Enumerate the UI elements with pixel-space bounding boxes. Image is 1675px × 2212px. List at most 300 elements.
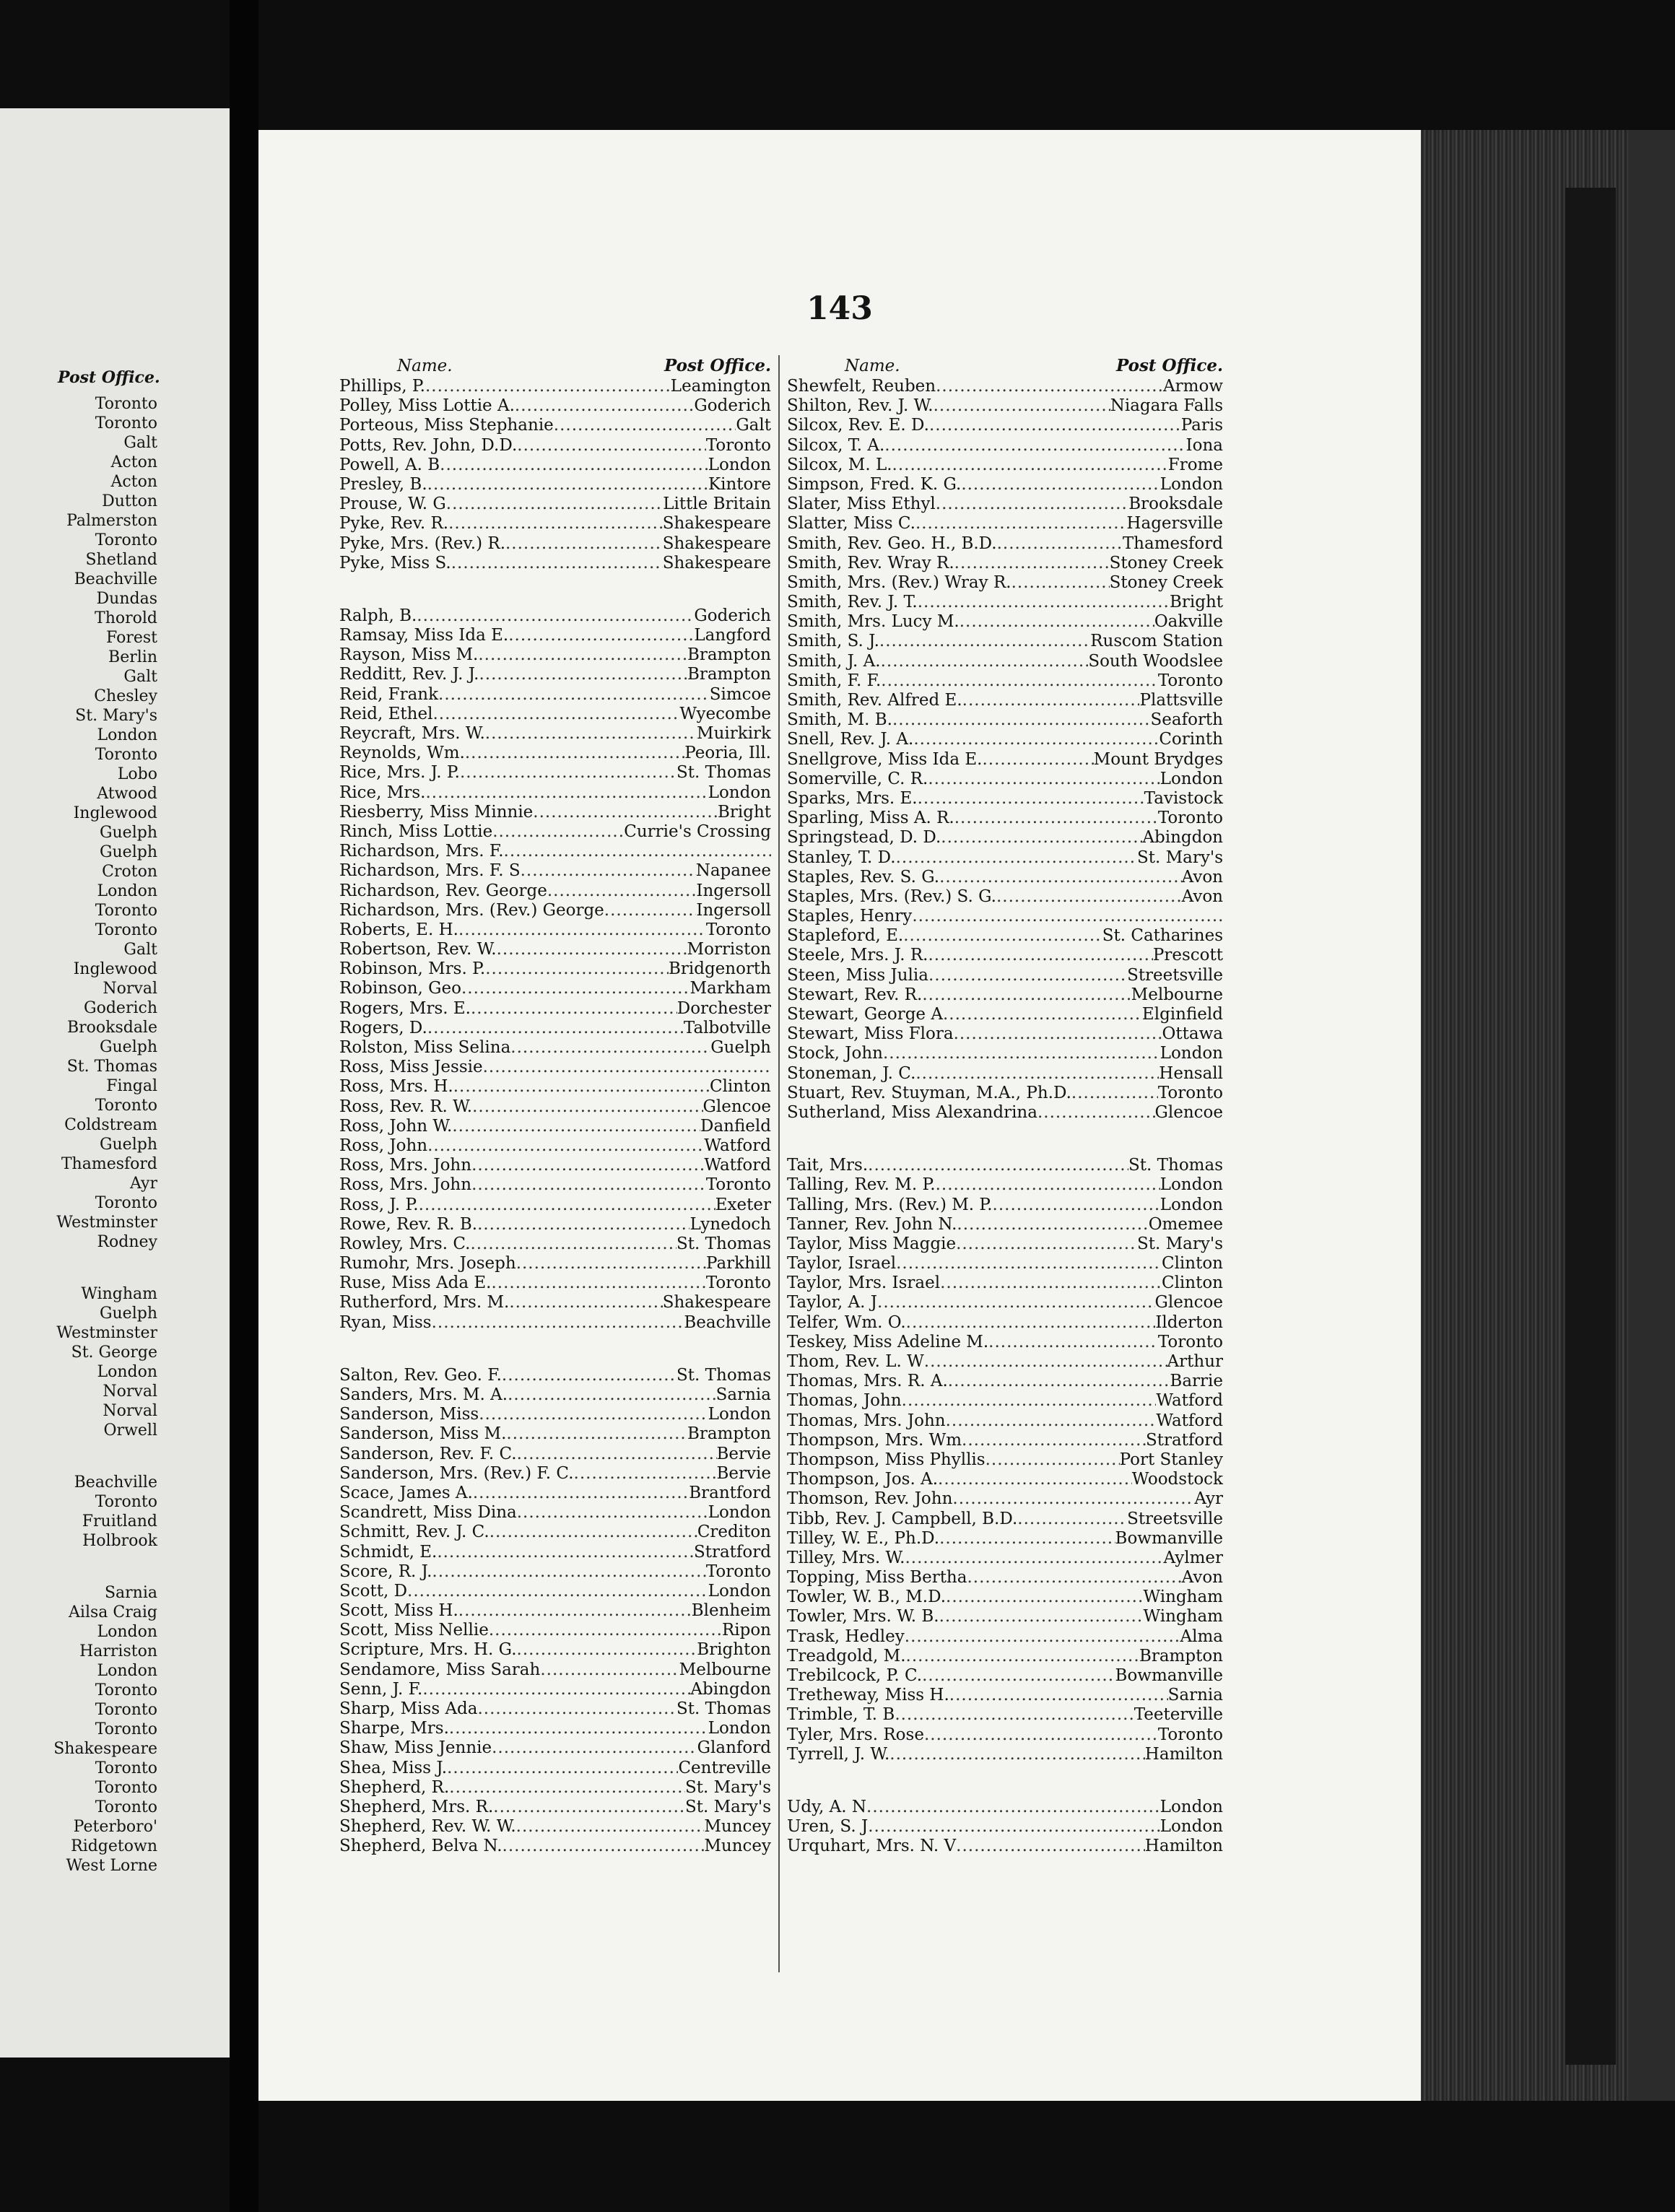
entry-name: Smith, Rev. Alfred E.: [787, 691, 962, 710]
entry-name: Sparks, Mrs. E.: [787, 788, 918, 808]
left-post-office: Orwell: [103, 1421, 157, 1440]
entry-post-office: Abingdon: [690, 1679, 771, 1699]
leader-dots: [884, 436, 1185, 456]
left-post-office: Thamesford: [61, 1155, 157, 1173]
entry-post-office: Iona: [1185, 435, 1223, 455]
left-post-office: Toronto: [95, 1194, 157, 1212]
left-post-office: Ayr: [130, 1175, 157, 1193]
leader-dots: [949, 1686, 1168, 1705]
entry-post-office: Prescott: [1152, 946, 1223, 965]
entry-post-office: Hamilton: [1144, 1837, 1223, 1856]
directory-entry: [787, 828, 1223, 848]
leader-dots: [889, 1745, 1145, 1764]
leader-dots: [504, 842, 771, 861]
entry-post-office: Watford: [704, 1156, 771, 1175]
directory-page: [258, 130, 1421, 2101]
entry-post-office: Shakespeare: [662, 514, 771, 534]
left-post-office: Inglewood: [73, 960, 157, 978]
entry-post-office: Stratford: [1145, 1430, 1223, 1450]
leader-dots: [461, 979, 689, 998]
leader-dots: [924, 1725, 1158, 1745]
entry-post-office: Toronto: [705, 1273, 771, 1293]
entry-post-office: Omemee: [1148, 1214, 1223, 1234]
entry-name: Powell, A. B: [339, 455, 440, 474]
directory-entry: [787, 1705, 1223, 1725]
leader-dots: [479, 665, 687, 684]
directory-entry: [339, 861, 771, 881]
entry-name: Thompson, Miss Phyllis: [787, 1450, 986, 1469]
entry-name: Porteous, Miss Stephanie: [339, 416, 554, 435]
entry-post-office: Glencoe: [1154, 1102, 1223, 1122]
left-post-office: Norval: [103, 1382, 157, 1401]
directory-entry: [787, 1196, 1223, 1215]
entry-post-office: Brighton: [697, 1640, 771, 1660]
entry-name: Thomson, Rev. John: [787, 1489, 953, 1509]
leader-dots: [471, 999, 677, 1019]
leader-dots: [502, 1837, 705, 1856]
entry-post-office: Sarnia: [715, 1385, 771, 1404]
entry-name: Ramsay, Miss Ida E.: [339, 626, 509, 645]
directory-entry: [787, 612, 1223, 632]
entry-name: Sendamore, Miss Sarah: [339, 1660, 541, 1679]
directory-entry: [787, 416, 1223, 435]
entry-post-office: Lynedoch: [689, 1214, 771, 1234]
entry-post-office: St. Mary's: [685, 1777, 771, 1797]
entry-name: Topping, Miss Bertha: [787, 1568, 967, 1588]
entry-post-office: St. Thomas: [676, 1365, 771, 1385]
entry-name: Smith, Rev. Geo. H., B.D.: [787, 534, 997, 553]
leader-dots: [892, 710, 1151, 730]
directory-entry: [787, 1817, 1223, 1837]
entry-post-office: Bervie: [716, 1444, 771, 1463]
directory-entry: [787, 1411, 1223, 1431]
leader-dots: [996, 887, 1182, 907]
directory-entry: [339, 1503, 771, 1523]
entry-post-office: Avon: [1181, 1568, 1223, 1588]
directory-entry: [787, 1798, 1223, 1817]
entry-name: Reycraft, Mrs. W.: [339, 724, 485, 743]
leader-dots: [432, 705, 679, 724]
entry-name: Ross, J. P.: [339, 1195, 419, 1214]
left-post-office: Shetland: [85, 551, 157, 569]
directory-entry: [339, 1699, 771, 1719]
entry-name: Schmitt, Rev. J. C.: [339, 1523, 490, 1542]
directory-entry: [339, 1175, 771, 1195]
leader-dots: [928, 770, 1160, 789]
directory-entry: [339, 1313, 771, 1333]
entry-name: Teskey, Miss Adeline M.: [787, 1332, 989, 1351]
entry-post-office: Clinton: [709, 1077, 771, 1097]
leader-dots: [460, 763, 676, 783]
leader-dots: [881, 652, 1089, 671]
directory-entry: [787, 770, 1223, 789]
directory-entry: [339, 1019, 771, 1038]
left-post-office: London: [97, 882, 157, 900]
entry-name: Towler, W. B., M.D.: [787, 1588, 947, 1607]
entry-post-office: Ingersoll: [696, 881, 771, 900]
entry-list: [339, 377, 771, 1857]
entry-name: Thompson, Mrs. Wm: [787, 1430, 962, 1450]
left-post-office: Toronto: [95, 746, 157, 764]
entry-post-office: Clinton: [1161, 1254, 1223, 1273]
directory-entry: [339, 685, 771, 705]
entry-name: Shilton, Rev. J. W.: [787, 396, 934, 416]
directory-entry: [787, 1293, 1223, 1312]
directory-entry: [339, 1215, 771, 1235]
entry-post-office: Toronto: [705, 920, 771, 939]
entry-name: Slater, Miss Ethyl: [787, 495, 936, 514]
entry-post-office: Bright: [1169, 593, 1223, 612]
entry-post-office: Ingersoll: [696, 900, 771, 920]
directory-entry: [339, 1680, 771, 1699]
entry-post-office: Galt: [736, 416, 771, 435]
entry-post-office: Woodstock: [1131, 1470, 1223, 1489]
section-gap: [53, 1252, 157, 1284]
entry-name: Reid, Ethel: [339, 704, 433, 723]
leader-dots: [934, 396, 1110, 416]
leader-dots: [510, 1038, 710, 1058]
entry-post-office: Toronto: [705, 1175, 771, 1195]
directory-entry: [339, 1601, 771, 1621]
leader-dots: [451, 554, 663, 573]
directory-entry: [339, 665, 771, 684]
leader-dots: [517, 1445, 717, 1464]
entry-post-office: Markham: [689, 979, 771, 998]
leader-dots: [465, 744, 684, 763]
directory-entry: [339, 1543, 771, 1562]
entry-name: Sanders, Mrs. M. A.: [339, 1385, 508, 1404]
left-post-office: Fruitland: [82, 1512, 157, 1530]
leader-dots: [517, 1640, 697, 1660]
entry-name: Stanley, T. D.: [787, 848, 896, 867]
directory-entry: [787, 1064, 1223, 1084]
left-post-office: London: [97, 1363, 157, 1381]
leader-dots: [941, 828, 1142, 848]
entry-name: Steele, Mrs. J. R.: [787, 946, 928, 965]
entry-name: Sharp, Miss Ada: [339, 1699, 478, 1718]
leader-dots: [952, 1489, 1194, 1509]
entry-post-office: Blenheim: [691, 1601, 771, 1621]
entry-post-office: Wingham: [1143, 1588, 1223, 1607]
left-post-office: Atwood: [97, 785, 157, 803]
directory-entry: [787, 1489, 1223, 1509]
entry-post-office: St. Thomas: [676, 1234, 771, 1253]
directory-entry: [787, 730, 1223, 749]
entry-name: Polley, Miss Lottie A.: [339, 396, 515, 416]
directory-entry: [339, 1196, 771, 1215]
leader-dots: [448, 514, 663, 534]
left-post-office: Fingal: [106, 1077, 157, 1095]
entry-post-office: St. Mary's: [1137, 848, 1223, 867]
directory-entry: [787, 1470, 1223, 1489]
entry-post-office: London: [1160, 1044, 1223, 1063]
leader-dots: [554, 416, 736, 435]
directory-entry: [339, 1254, 771, 1273]
directory-entry: [339, 1778, 771, 1798]
leader-dots: [928, 946, 1152, 965]
entry-name: Ross, Rev. R. W.: [339, 1097, 473, 1116]
entry-name: Shepherd, Belva N.: [339, 1837, 502, 1856]
directory-entry: [339, 705, 771, 724]
leader-dots: [905, 1549, 1163, 1568]
left-post-office: Toronto: [95, 1681, 157, 1699]
directory-entry: [787, 1588, 1223, 1607]
entry-post-office: St. Thomas: [676, 763, 771, 783]
leader-dots: [452, 1117, 700, 1136]
directory-entry: [787, 495, 1223, 514]
leader-dots: [471, 1156, 704, 1175]
entry-post-office: Watford: [704, 1136, 771, 1155]
directory-entry: [339, 606, 771, 626]
book-page-edges: [1421, 130, 1675, 2101]
entry-name: Ross, Mrs. John: [339, 1156, 472, 1175]
directory-entry: [787, 1745, 1223, 1764]
directory-entry: [787, 1254, 1223, 1273]
leader-dots: [491, 1273, 705, 1293]
entry-name: Tretheway, Miss H.: [787, 1686, 949, 1705]
left-post-office: London: [97, 726, 157, 744]
entry-post-office: Tavistock: [1144, 788, 1223, 808]
leader-dots: [502, 1366, 676, 1385]
entry-name: Ryan, Miss: [339, 1312, 432, 1332]
entry-name: Sparling, Miss A. R.: [787, 809, 954, 828]
left-post-office: Croton: [102, 863, 157, 881]
book-gutter: [230, 0, 258, 2212]
leader-dots: [929, 416, 1181, 435]
directory-entry: [339, 1562, 771, 1582]
entry-post-office: London: [1160, 1797, 1223, 1816]
directory-entry: [339, 1738, 771, 1758]
leader-dots: [540, 1660, 679, 1680]
entry-post-office: Elginfield: [1141, 1005, 1223, 1024]
entry-name: Silcox, T. A.: [787, 435, 885, 455]
leader-dots: [940, 1273, 1162, 1293]
left-post-office: Ridgetown: [71, 1837, 157, 1855]
entry-list: [787, 377, 1223, 1857]
entry-post-office: Shakespeare: [662, 1293, 771, 1312]
entry-name: Ross, Mrs. H.: [339, 1077, 453, 1097]
entry-name: Shepherd, R.: [339, 1777, 450, 1797]
leader-dots: [918, 593, 1170, 612]
left-post-office: Wingham: [81, 1285, 157, 1303]
directory-entry: [787, 1313, 1223, 1333]
directory-entry: [787, 691, 1223, 710]
directory-entry: [787, 456, 1223, 475]
entry-post-office: Aylmer: [1163, 1548, 1223, 1567]
directory-entry: [339, 1582, 771, 1601]
leader-dots: [574, 1464, 717, 1484]
directory-entry: [787, 1024, 1223, 1044]
entry-name: Rayson, Miss M.: [339, 645, 479, 665]
directory-entry: [787, 966, 1223, 985]
entry-post-office: Wyecombe: [679, 704, 771, 723]
leader-dots: [896, 848, 1137, 868]
entry-post-office: Langford: [694, 626, 771, 645]
directory-entry: [339, 1117, 771, 1136]
directory-entry: [339, 959, 771, 979]
directory-entry: [339, 901, 771, 920]
entry-name: Urquhart, Mrs. N. V: [787, 1837, 957, 1856]
entry-name: Schmidt, E.: [339, 1542, 438, 1562]
leader-dots: [1017, 1510, 1127, 1529]
entry-name: Rowe, Rev. R. B.: [339, 1214, 478, 1234]
directory-entry: [787, 514, 1223, 534]
entry-post-office: Exeter: [715, 1195, 771, 1214]
entry-post-office: London: [708, 455, 771, 474]
left-post-office: Palmerston: [66, 512, 157, 530]
left-post-office: Sarnia: [104, 1584, 157, 1602]
leader-dots: [946, 1588, 1144, 1607]
directory-entry: [787, 1084, 1223, 1103]
entry-name: Smith, Mrs. (Rev.) Wray R.: [787, 572, 1011, 592]
leader-dots: [956, 1837, 1145, 1856]
leader-dots: [479, 1405, 708, 1424]
entry-post-office: Teeterville: [1134, 1705, 1223, 1725]
left-post-office: Guelph: [99, 1305, 157, 1323]
left-post-office: West Lorne: [66, 1857, 157, 1875]
left-post-office: Toronto: [95, 921, 157, 939]
entry-name: Score, R. J.: [339, 1562, 432, 1581]
entry-post-office: St. Mary's: [1137, 1234, 1223, 1253]
entry-post-office: London: [708, 783, 771, 802]
left-post-office: Galt: [123, 941, 157, 959]
entry-name: Stewart, Rev. R.: [787, 985, 923, 1004]
directory-entry: [787, 809, 1223, 828]
leader-dots: [427, 1136, 704, 1156]
leader-dots: [918, 789, 1144, 809]
entry-name: Stewart, Miss Flora: [787, 1024, 954, 1044]
leader-dots: [993, 1196, 1160, 1215]
entry-name: Ruse, Miss Ada E.: [339, 1273, 492, 1293]
leader-dots: [407, 1582, 708, 1601]
section-gap: [787, 1764, 1223, 1798]
leader-dots: [425, 783, 708, 803]
entry-name: Shaw, Miss Jennie: [339, 1738, 492, 1758]
left-page-post-office-list: [53, 394, 157, 1876]
leader-dots: [906, 1647, 1139, 1666]
section-gap: [53, 1551, 157, 1583]
directory-entry: [787, 1607, 1223, 1627]
entry-post-office: Ripon: [721, 1621, 771, 1640]
leader-dots: [988, 1333, 1158, 1352]
entry-name: Simpson, Fred. K. G.: [787, 474, 962, 494]
post-office-column-header: Post Office.: [664, 356, 771, 375]
entry-name: Pyke, Rev. R.: [339, 514, 449, 534]
left-post-office: Toronto: [95, 1701, 157, 1719]
entry-name: Ross, John: [339, 1136, 428, 1155]
entry-post-office: Ilderton: [1155, 1312, 1223, 1332]
leader-dots: [997, 534, 1123, 554]
entry-name: Trask, Hedley: [787, 1627, 905, 1646]
name-column-header: Name.: [397, 357, 453, 375]
directory-entry: [339, 920, 771, 940]
entry-post-office: Toronto: [705, 1562, 771, 1581]
leader-dots: [446, 495, 663, 514]
entry-name: Somerville, C. R.: [787, 769, 928, 788]
left-post-office: Toronto: [95, 902, 157, 920]
entry-name: Rowley, Mrs. C.: [339, 1234, 471, 1253]
entry-name: Stapleford, E.: [787, 926, 904, 946]
entry-post-office: Hensall: [1159, 1063, 1223, 1083]
directory-entry: [339, 940, 771, 959]
leader-dots: [432, 1313, 684, 1333]
entry-post-office: Beachville: [684, 1312, 771, 1332]
directory-entry: [787, 868, 1223, 887]
directory-entry: [787, 475, 1223, 495]
entry-post-office: Bervie: [716, 1463, 771, 1483]
directory-entry: [339, 1293, 771, 1312]
entry-name: Scott, D: [339, 1581, 408, 1601]
entry-name: Robinson, Mrs. P.: [339, 959, 486, 979]
left-post-office: Guelph: [99, 1136, 157, 1154]
book-cover-edge: [1629, 130, 1675, 2101]
leader-dots: [422, 1680, 690, 1699]
entry-post-office: London: [1160, 474, 1223, 494]
directory-entry: [339, 534, 771, 554]
leader-dots: [508, 626, 694, 645]
entry-post-office: Melbourne: [1131, 985, 1223, 1004]
leader-dots: [868, 1156, 1128, 1175]
left-post-office: Inglewood: [73, 804, 157, 822]
leader-dots: [939, 1607, 1144, 1627]
entry-post-office: Napanee: [695, 861, 771, 881]
directory-entry: [787, 377, 1223, 396]
left-post-office: Dutton: [102, 492, 157, 510]
directory-entry: [787, 1647, 1223, 1666]
leader-dots: [449, 1778, 685, 1798]
directory-entry: [339, 1484, 771, 1503]
entry-name: Staples, Rev. S. G.: [787, 867, 940, 887]
leader-dots: [473, 1484, 689, 1503]
entry-name: Sanderson, Mrs. (Rev.) F. C.: [339, 1463, 574, 1483]
directory-entry: [339, 842, 771, 861]
left-post-office: Holbrook: [82, 1532, 157, 1550]
entry-post-office: Ruscom Station: [1090, 632, 1223, 651]
entry-post-office: London: [1160, 769, 1223, 788]
leader-dots: [509, 1293, 662, 1312]
entry-name: Rogers, Mrs. E.: [339, 998, 471, 1018]
entry-post-office: Crediton: [697, 1523, 771, 1542]
section-gap: [339, 1333, 771, 1366]
leader-dots: [956, 1235, 1137, 1254]
entry-name: Reid, Frank: [339, 684, 439, 704]
entry-post-office: London: [1160, 1817, 1223, 1837]
entry-post-office: South Woodslee: [1088, 651, 1223, 671]
leader-dots: [489, 1621, 722, 1640]
directory-entry: [787, 554, 1223, 573]
entry-name: Shepherd, Mrs. R.: [339, 1797, 494, 1816]
left-page-heading: Post Office.: [58, 368, 160, 387]
directory-entry: [787, 1005, 1223, 1024]
directory-entry: [339, 1405, 771, 1424]
directory-entry: [339, 1445, 771, 1464]
directory-entry: [787, 1372, 1223, 1391]
entry-name: Tyler, Mrs. Rose: [787, 1725, 924, 1744]
entry-post-office: Bowmanville: [1115, 1666, 1223, 1685]
entry-post-office: Brampton: [687, 645, 771, 665]
entry-name: Smith, J. A.: [787, 651, 881, 671]
entry-name: Sharpe, Mrs.: [339, 1719, 449, 1738]
entry-name: Rumohr, Mrs. Joseph: [339, 1254, 516, 1273]
entry-post-office: Armow: [1163, 377, 1223, 396]
entry-name: Tyrrell, J. W.: [787, 1744, 890, 1764]
entry-name: Slatter, Miss C.: [787, 514, 915, 534]
directory-entry: [787, 946, 1223, 965]
entry-post-office: Corinth: [1159, 730, 1223, 749]
directory-entry: [339, 763, 771, 783]
directory-entry: [339, 436, 771, 456]
entry-post-office: Goderich: [694, 606, 771, 625]
